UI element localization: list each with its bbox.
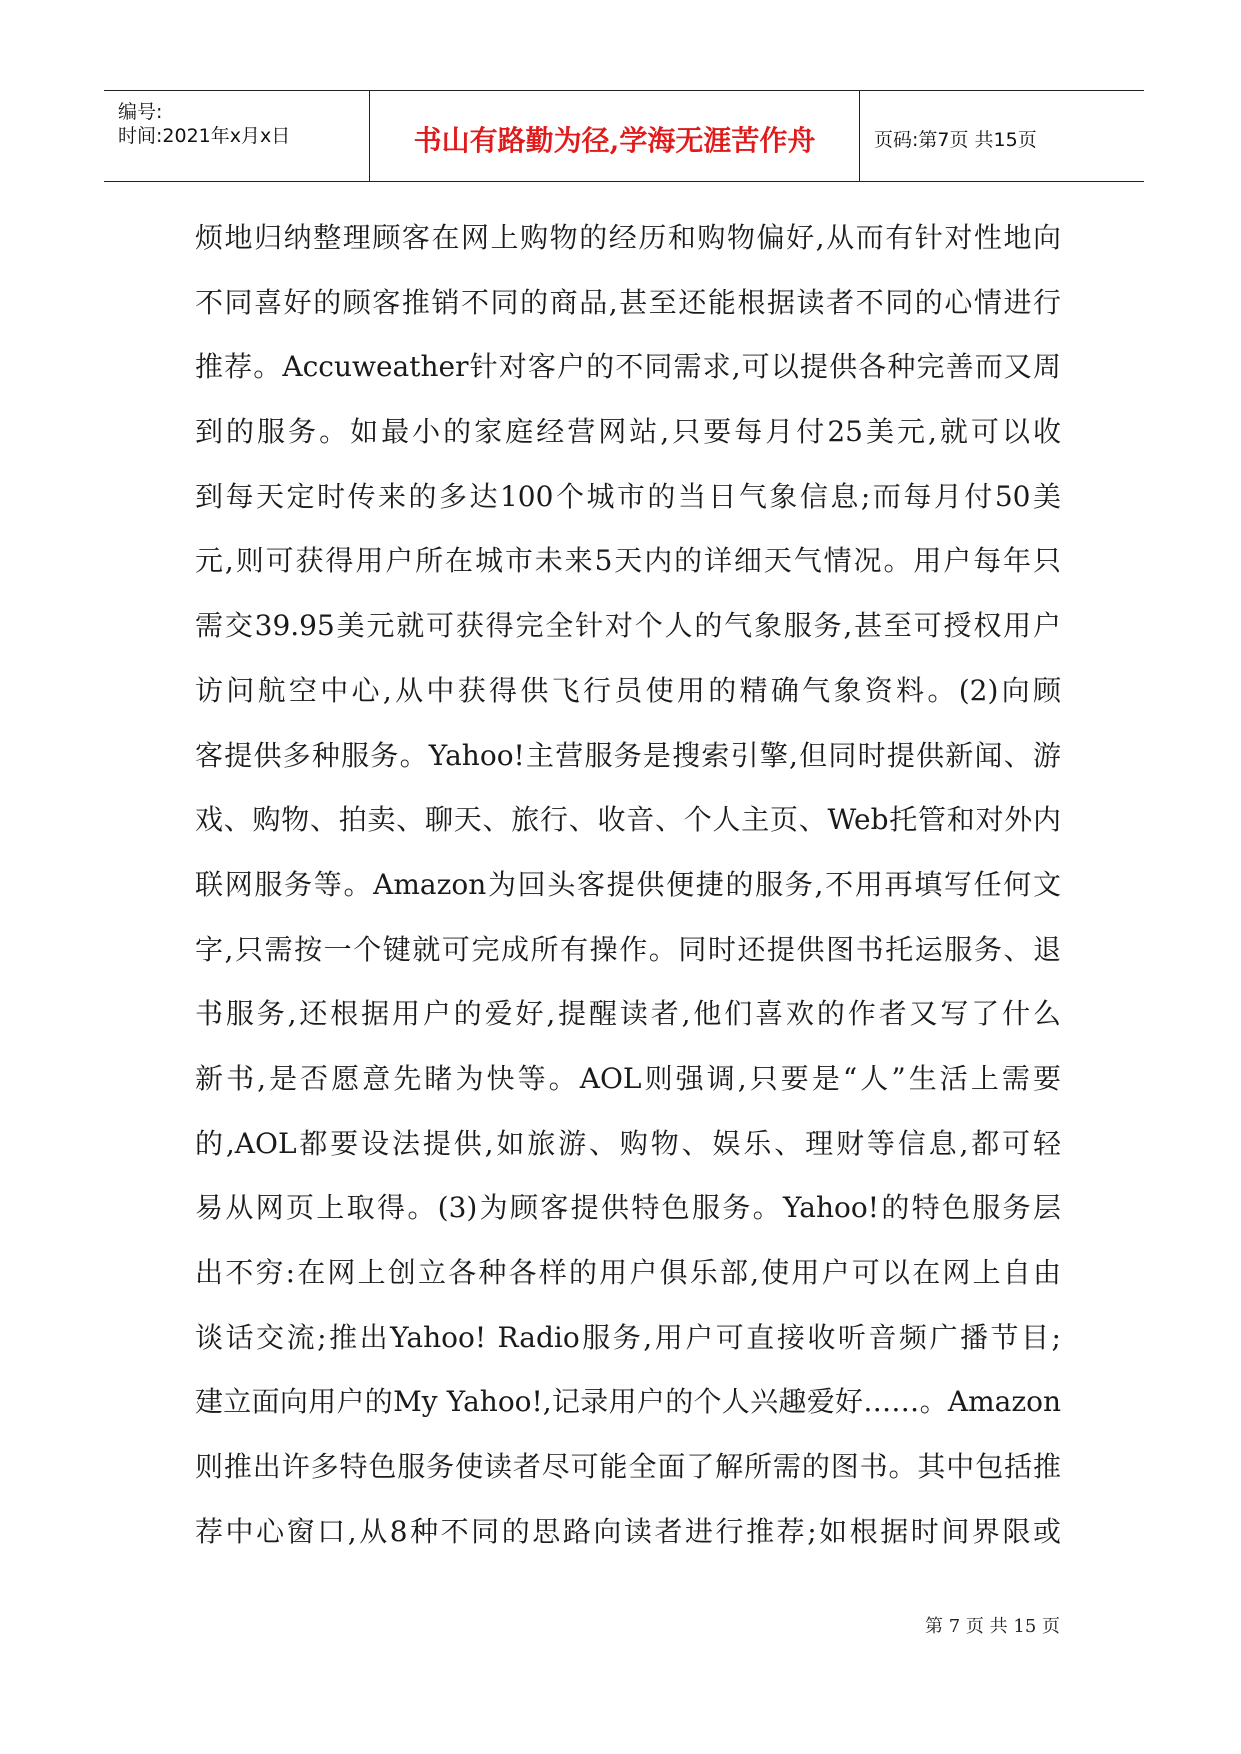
text-line: 联网服务等。Amazon为回头客提供便捷的服务,不用再填写任何文 <box>195 867 1061 901</box>
text-line: 客提供多种服务。Yahoo!主营服务是搜索引擎,但同时提供新闻、游 <box>195 738 1061 772</box>
text-line: 需交39.95美元就可获得完全针对个人的气象服务,甚至可授权用户 <box>195 609 1061 643</box>
text-line: 易从网页上取得。(3)为顾客提供特色服务。Yahoo!的特色服务层 <box>195 1191 1061 1225</box>
text-line: 元,则可获得用户所在城市未来5天内的详细天气情况。用户每年只 <box>195 544 1061 578</box>
text-line: 烦地归纳整理顾客在网上购物的经历和购物偏好,从而有针对性地向 <box>195 221 1061 254</box>
text-line: 到的服务。如最小的家庭经营网站,只要每月付25美元,就可以收 <box>195 415 1061 449</box>
text-line: 谈话交流;推出Yahoo! Radio服务,用户可直接收听音频广播节目; <box>195 1320 1061 1354</box>
header-motto-cell <box>370 91 860 181</box>
page-footer: 第 7 页 共 15 页 <box>925 1616 1060 1637</box>
header-page-number: 页码:第7页 共15页 <box>874 129 1037 151</box>
document-header <box>104 90 1144 182</box>
text-line: 的,AOL都要设法提供,如旅游、购物、娱乐、理财等信息,都可轻 <box>195 1126 1061 1160</box>
text-line: 到每天定时传来的多达100个城市的当日气象信息;而每月付50美 <box>195 479 1061 513</box>
text-line: 戏、购物、拍卖、聊天、旅行、收音、个人主页、Web托管和对外内 <box>195 803 1061 837</box>
text-line: 则推出许多特色服务使读者尽可能全面了解所需的图书。其中包括推 <box>195 1450 1061 1484</box>
text-line: 荐中心窗口,从8种不同的思路向读者进行推荐;如根据时间界限或 <box>195 1514 1061 1548</box>
text-line: 不同喜好的顾客推销不同的商品,甚至还能根据读者不同的心情进行 <box>195 285 1061 319</box>
text-line: 推荐。Accuweather针对客户的不同需求,可以提供各种完善而又周 <box>195 350 1061 384</box>
text-line: 新书,是否愿意先睹为快等。AOL则强调,只要是“人”生活上需要 <box>195 1061 1061 1095</box>
body-text <box>195 222 1061 1580</box>
text-line: 建立面向用户的My Yahoo!,记录用户的个人兴趣爱好……。Amazon <box>195 1385 1061 1419</box>
text-line: 访问航空中心,从中获得供飞行员使用的精确气象资料。(2)向顾 <box>195 673 1061 707</box>
text-line: 书服务,还根据用户的爱好,提醒读者,他们喜欢的作者又写了什么 <box>195 997 1061 1031</box>
document-time-label: 时间:2021年x月x日 <box>118 125 291 147</box>
header-meta-cell <box>104 91 370 181</box>
document-number-label: 编号: <box>118 101 163 123</box>
header-motto: 书山有路勤为径,学海无涯苦作舟 <box>413 124 816 157</box>
text-line: 出不穷:在网上创立各种各样的用户俱乐部,使用户可以在网上自由 <box>195 1256 1061 1289</box>
text-line: 字,只需按一个键就可完成所有操作。同时还提供图书托运服务、退 <box>195 932 1061 966</box>
header-page-cell <box>860 91 1144 181</box>
